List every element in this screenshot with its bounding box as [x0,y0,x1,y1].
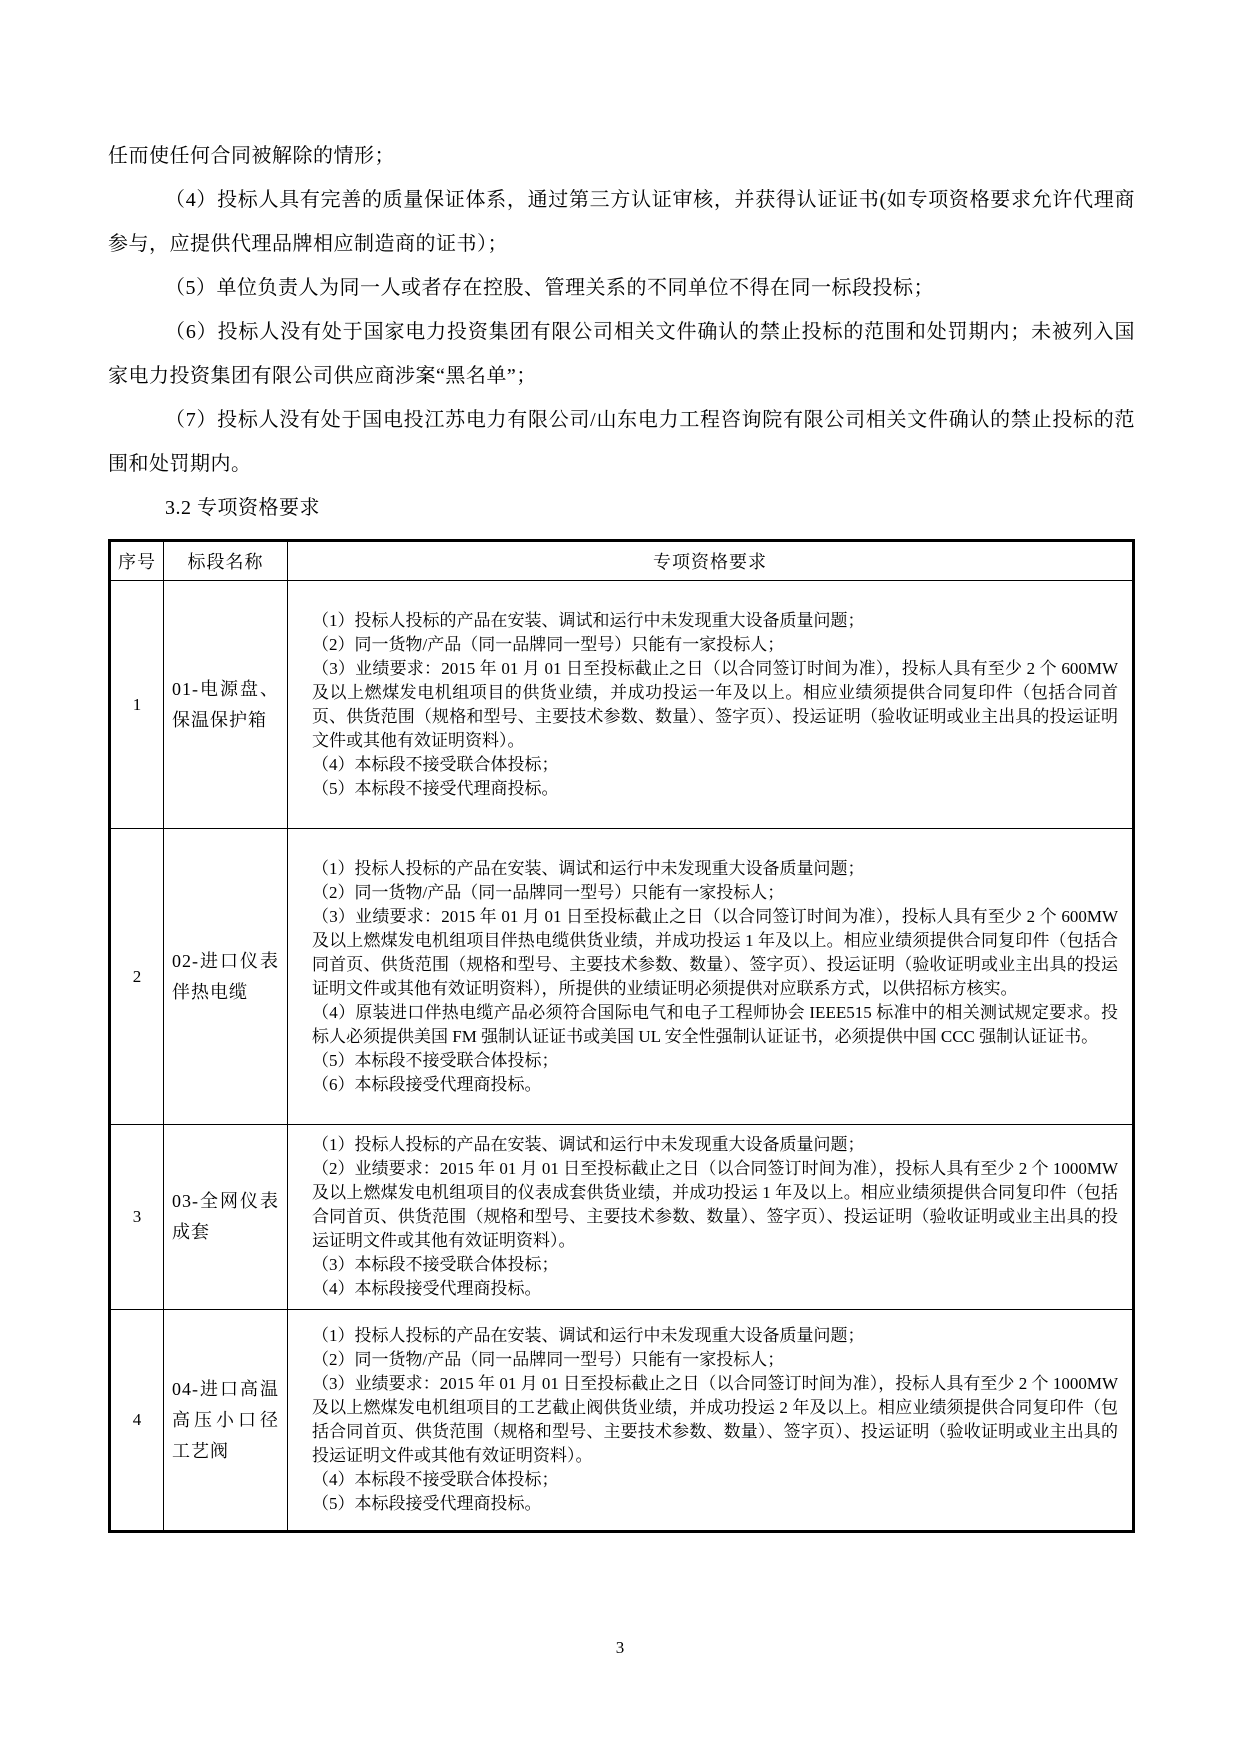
requirement-line: （3）业绩要求：2015 年 01 月 01 日至投标截止之日（以合同签订时间为准），投标人具有至少 2 个 600MW 及以上燃煤发电机组项目的供货业绩，并成功投运一年及以上。相应业绩须提供合同复印件（包括合同首页、供货范围（规格和型号、主要技术参数、数量）、签字页）、投运证明（验收证明或业主出具的投运证明文件或其他有效证明资料）。 [312,658,1118,750]
requirement-line: （3）本标段不接受联合体投标； [312,1255,559,1274]
requirement-line: （5）本标段接受代理商投标。 [312,1494,542,1513]
table-row [110,1310,1134,1532]
requirement-line: （2）业绩要求：2015 年 01 月 01 日至投标截止之日（以合同签订时间为准），投标人具有至少 2 个 1000MW 及以上燃煤发电机组项目的仪表成套供货业绩，并成功投运 1 年及以上。相应业绩须提供合同复印件（包括合同首页、供货范围（规格和型号、主要技术参数、数量）、签字页）、投运证明（验收证明或业主出具的投运证明文件或其他有效证明资料）。 [312,1159,1118,1250]
table-row [110,829,1134,1125]
requirement-line: （2）同一货物/产品（同一品牌同一型号）只能有一家投标人； [312,1350,785,1369]
cell-section-name: 04-进口高温高压小口径工艺阀 [164,1310,288,1532]
cell-requirements [288,1310,1134,1532]
table-header-row [110,541,1134,581]
requirement-line: （5）本标段不接受联合体投标； [312,1050,559,1070]
requirement-line: （1）投标人投标的产品在安装、调试和运行中未发现重大设备质量问题； [312,1326,865,1345]
cell-requirements [288,581,1134,829]
cell-serial-number: 3 [110,1125,164,1310]
cell-serial-number: 2 [110,829,164,1125]
intro-paragraph: （5）单位负责人为同一人或者存在控股、管理关系的不同单位不得在同一标段投标； [165,277,934,299]
intro-paragraph: （6）投标人没有处于国家电力投资集团有限公司相关文件确认的禁止投标的范围和处罚期内；未被列入国家电力投资集团有限公司供应商涉案“黑名单”； [108,321,1135,387]
requirement-line: （2）同一货物/产品（同一品牌同一型号）只能有一家投标人； [312,634,785,654]
qualification-table [108,539,1135,1533]
qualification-table-body [110,581,1134,1532]
cell-section-name: 01-电源盘、保温保护箱 [164,581,288,829]
requirement-line: （4）原装进口伴热电缆产品必须符合国际电气和电子工程师协会 IEEE515 标准中的相关测试规定要求。投标人必须提供美国 FM 强制认证证书或美国 UL 安全性强制认证证书，必须提供中国 CCC 强制认证证书。 [312,1002,1118,1046]
intro-paragraphs [108,134,1135,486]
cell-serial-number: 4 [110,1310,164,1532]
cell-requirements [288,1125,1134,1310]
col-header-req: 专项资格要求 [288,541,1134,581]
requirement-line: （4）本标段不接受联合体投标； [312,1470,559,1489]
table-row [110,581,1134,829]
requirement-line: （5）本标段不接受代理商投标。 [312,778,559,798]
cell-section-name: 02-进口仪表伴热电缆 [164,829,288,1125]
col-header-no: 序号 [110,541,164,581]
table-row [110,1125,1134,1310]
cell-section-name: 03-全网仪表成套 [164,1125,288,1310]
intro-paragraph: （7）投标人没有处于国电投江苏电力有限公司/山东电力工程咨询院有限公司相关文件确认的禁止投标的范围和处罚期内。 [108,409,1135,475]
requirement-line: （2）同一货物/产品（同一品牌同一型号）只能有一家投标人； [312,882,785,902]
requirement-line: （1）投标人投标的产品在安装、调试和运行中未发现重大设备质量问题； [312,1135,865,1154]
requirement-line: （3）业绩要求：2015 年 01 月 01 日至投标截止之日（以合同签订时间为准），投标人具有至少 2 个 600MW 及以上燃煤发电机组项目伴热电缆供货业绩，并成功投运 1 年及以上。相应业绩须提供合同复印件（包括合同首页、供货范围（规格和型号、主要技术参数、数量）、签字页）、投运证明（验收证明或业主出具的投运证明文件或其他有效证明资料），所提供的业绩证明必须提供对应联系方式，以供招标方核实。 [312,906,1118,998]
requirement-line: （3）业绩要求：2015 年 01 月 01 日至投标截止之日（以合同签订时间为准），投标人具有至少 2 个 1000MW 及以上燃煤发电机组项目的工艺截止阀供货业绩，并成功投运 2 年及以上。相应业绩须提供合同复印件（包括合同首页、供货范围（规格和型号、主要技术参数、数量）、签字页）、投运证明（验收证明或业主出具的投运证明文件或其他有效证明资料）。 [312,1374,1118,1465]
requirement-line: （4）本标段接受代理商投标。 [312,1279,542,1298]
intro-paragraph: （4）投标人具有完善的质量保证体系，通过第三方认证审核，并获得认证证书(如专项资格要求允许代理商参与，应提供代理品牌相应制造商的证书）； [108,189,1135,255]
cell-serial-number: 1 [110,581,164,829]
requirement-line: （6）本标段接受代理商投标。 [312,1074,542,1094]
cell-requirements [288,829,1134,1125]
requirement-line: （1）投标人投标的产品在安装、调试和运行中未发现重大设备质量问题； [312,858,865,878]
col-header-name: 标段名称 [164,541,288,581]
intro-paragraph: 任而使任何合同被解除的情形； [108,145,395,167]
requirement-line: （1）投标人投标的产品在安装、调试和运行中未发现重大设备质量问题； [312,610,865,630]
page-number: 3 [615,1638,625,1657]
page-content [108,0,1135,1533]
requirement-line: （4）本标段不接受联合体投标； [312,754,559,774]
section-heading: 3.2 专项资格要求 [165,497,320,519]
